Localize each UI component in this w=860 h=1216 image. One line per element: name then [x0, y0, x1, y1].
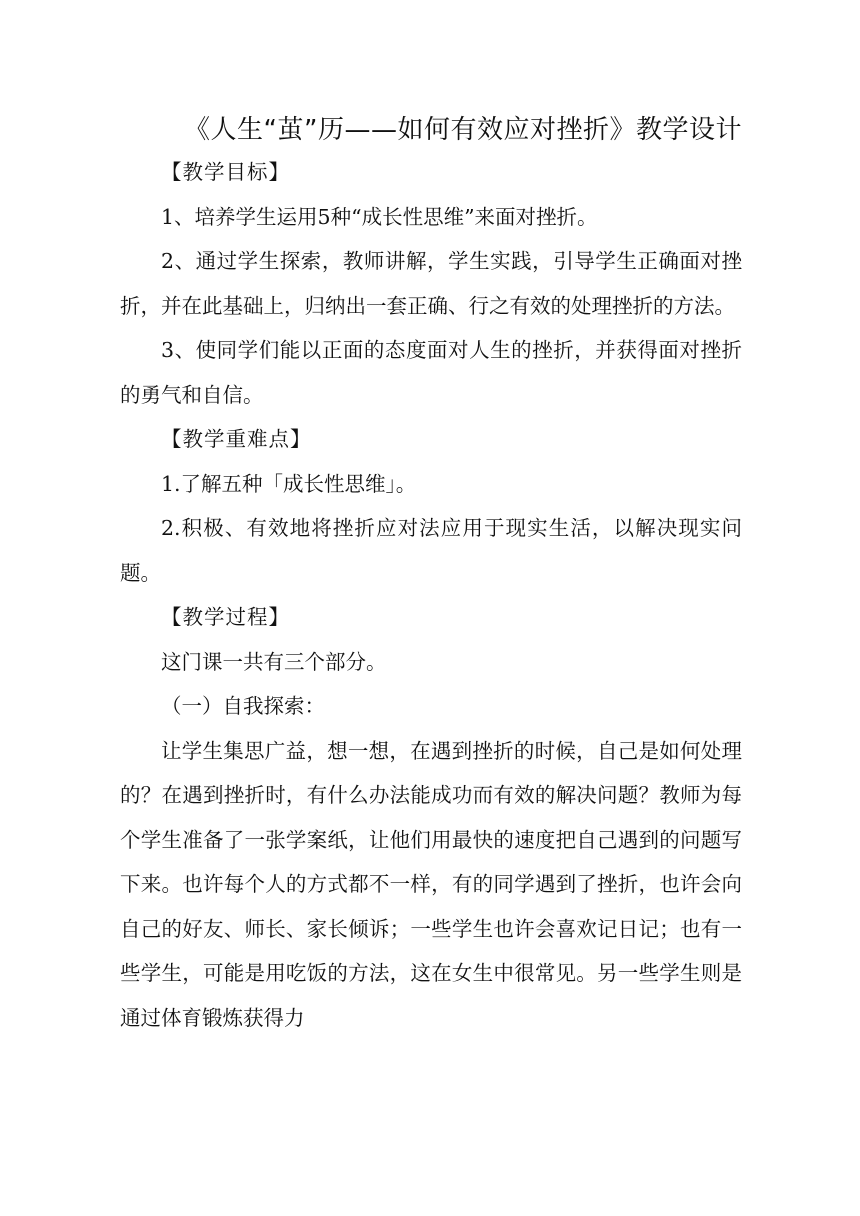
teaching-goals-heading: 【教学目标】 — [161, 160, 290, 184]
key-point-2: 2.积极、有效地将挫折应对法应用于现实生活，以解决现实问题。 — [120, 516, 742, 585]
teaching-process-heading: 【教学过程】 — [161, 605, 290, 629]
document-title: 《人生“茧”历——如何有效应对挫折》教学设计 — [184, 115, 742, 145]
document-body — [120, 150, 742, 1040]
part-one-heading: （一）自我探索： — [161, 694, 325, 718]
teaching-goal-2: 2、通过学生探索，教师讲解，学生实践，引导学生正确面对挫折，并在此基础上，归纳出一套正确、行之有效的处理挫折的方法。 — [120, 249, 742, 318]
key-points-heading: 【教学重难点】 — [161, 427, 312, 451]
process-intro: 这门课一共有三个部分。 — [161, 649, 387, 674]
teaching-goal-1: 1、培养学生运用5种“成长性思维”来面对挫折。 — [161, 204, 598, 229]
key-point-1: 1.了解五种「成长性思维」。 — [161, 471, 417, 496]
part-one-text: 让学生集思广益，想一想，在遇到挫折的时候，自己是如何处理的？在遇到挫折时，有什么办法能成功而有效的解决问题？教师为每个学生准备了一张学案纸，让他们用最快的速度把自己遇到的问题写下来。也许每个人的方式都不一样，有的同学遇到了挫折，也许会向自己的好友、师长、家长倾诉；一些学生也许会喜欢记日记；也有一些学生，可能是用吃饭的方法，这在女生中很常见。另一些学生则是通过体育锻炼获得力 — [120, 738, 742, 1030]
teaching-goal-3: 3、使同学们能以正面的态度面对人生的挫折，并获得面对挫折的勇气和自信。 — [120, 338, 742, 407]
